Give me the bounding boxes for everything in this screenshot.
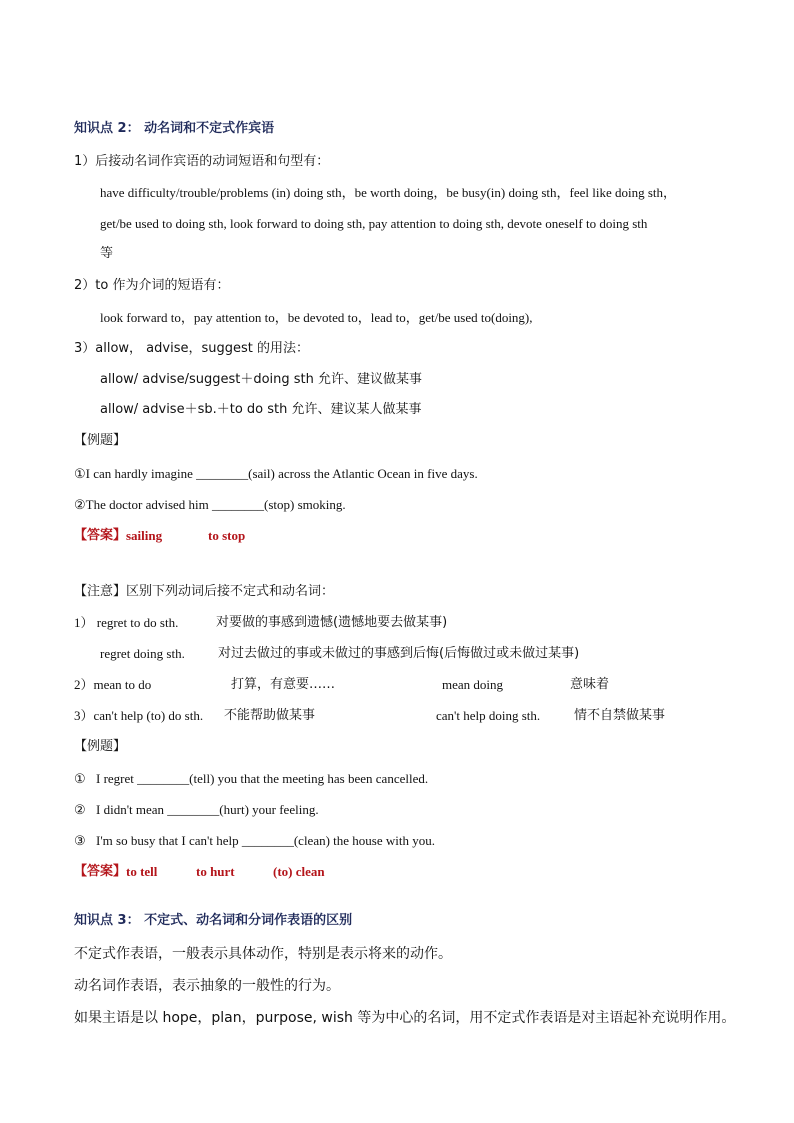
note-row-meaning: 打算，有意要……	[231, 677, 336, 692]
item-1-line-1: have difficulty/trouble/problems (in) doing sth，be worth doing，be busy(in) doing sth，feel like doing sth，	[100, 185, 677, 200]
answer-item: (to) clean	[273, 864, 325, 879]
example-label: 【例题】	[74, 433, 127, 448]
note-row-phrase: 1） regret to do sth.	[74, 615, 179, 630]
note-row-meaning: 不能帮助做某事	[224, 708, 316, 723]
paragraph: 动名词作表语，表示抽象的一般性的行为。	[74, 978, 340, 994]
example-text: I regret ________(tell) you that the meeting has been cancelled.	[96, 771, 429, 786]
example-number: ①	[74, 771, 86, 786]
item-1-line-3: 等	[100, 246, 114, 261]
paragraph: 如果主语是以 hope，plan，purpose, wish 等为中心的名词，用不定式作表语是对主语起补充说明作用。	[74, 1010, 736, 1026]
note-row-phrase: can't help doing sth.	[436, 708, 541, 723]
note-row-phrase: 3）can't help (to) do sth.	[74, 708, 204, 723]
example-number: ②	[74, 802, 86, 817]
note-row-meaning: 对过去做过的事或未做过的事感到后悔(后悔做过或未做过某事)	[218, 646, 580, 661]
note-row	[74, 708, 714, 724]
item-1-line-2: get/be used to doing sth, look forward to doing sth, pay attention to doing sth, devote oneself to doing sth	[100, 216, 648, 231]
item-3-line-1: allow/ advise/suggest＋doing sth 允许、建议做某事	[100, 372, 423, 387]
section-heading-3: 知识点 3： 不定式、动名词和分词作表语的区别	[74, 913, 353, 928]
example-1: ①I can hardly imagine ________(sail) across the Atlantic Ocean in five days.	[74, 466, 478, 481]
answer-label: 【答案】	[74, 864, 127, 879]
answer-label: 【答案】	[74, 528, 127, 543]
example-text: I'm so busy that I can't help ________(clean) the house with you.	[96, 833, 436, 848]
item-3-line-2: allow/ advise＋sb.＋to do sth 允许、建议某人做某事	[100, 402, 422, 417]
note-row	[100, 646, 720, 662]
item-1-title: 1）后接动名词作宾语的动词短语和句型有：	[74, 154, 330, 169]
item-2-title: 2）to 作为介词的短语有：	[74, 278, 230, 293]
note-row-phrase: 2）mean to do	[74, 677, 152, 692]
section-heading-2: 知识点 2： 动名词和不定式作宾语	[74, 121, 275, 136]
note-row-meaning: 意味着	[570, 677, 610, 692]
answer-item: to stop	[208, 528, 246, 543]
answer-line	[74, 864, 474, 880]
note-row	[74, 677, 714, 693]
note-row-meaning: 情不自禁做某事	[574, 708, 666, 723]
example-label: 【例题】	[74, 739, 127, 754]
note-row-phrase: regret doing sth.	[100, 646, 185, 661]
note-row	[74, 615, 714, 631]
item-3-title: 3）allow， advise，suggest 的用法：	[74, 341, 309, 356]
example-row	[74, 771, 714, 787]
note-title: 【注意】区别下列动词后接不定式和动名词：	[74, 584, 335, 599]
example-text: I didn't mean ________(hurt) your feeling.	[96, 802, 319, 817]
example-number: ③	[74, 833, 86, 848]
paragraph: 不定式作表语，一般表示具体动作，特别是表示将来的动作。	[74, 946, 452, 962]
example-row	[74, 802, 714, 818]
answer-item: to tell	[126, 864, 158, 879]
answer-item: to hurt	[196, 864, 235, 879]
example-2: ②The doctor advised him ________(stop) smoking.	[74, 497, 346, 512]
answer-item: sailing	[126, 528, 163, 543]
note-row-meaning: 对要做的事感到遗憾(遗憾地要去做某事)	[216, 615, 448, 630]
note-row-phrase: mean doing	[442, 677, 504, 692]
example-row	[74, 833, 714, 849]
item-2-line-1: look forward to，pay attention to，be devoted to，lead to，get/be used to(doing),	[100, 310, 533, 325]
